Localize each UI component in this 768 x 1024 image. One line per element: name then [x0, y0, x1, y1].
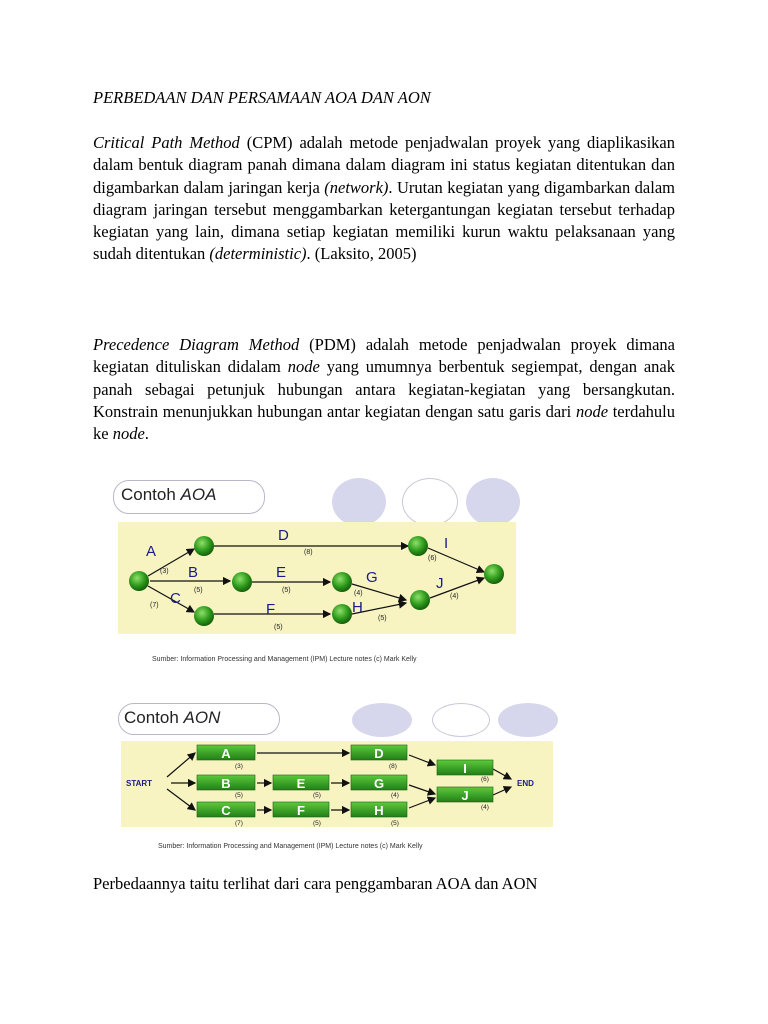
- node-term-3: node: [112, 424, 145, 444]
- conclusion-text: Perbedaannya taitu terlihat dari cara penggambaran AOA dan AON: [93, 874, 538, 893]
- aoa-label-f: F: [266, 601, 276, 618]
- event-node: [484, 564, 504, 584]
- svg-text:(5): (5): [313, 820, 321, 827]
- svg-text:(5): (5): [235, 792, 243, 799]
- decor-circle: [432, 703, 490, 737]
- network-term: (network): [324, 177, 389, 197]
- svg-text:A: A: [221, 746, 231, 761]
- pdm-paragraph: [93, 334, 675, 445]
- aoa-label-c: C: [170, 590, 181, 607]
- aoa-diagram-panel: [118, 522, 516, 634]
- aoa-label: Contoh AOA: [121, 485, 217, 504]
- svg-text:(4): (4): [481, 804, 489, 811]
- decor-circle: [352, 703, 412, 737]
- aoa-label-i: I: [444, 535, 449, 552]
- pdm-text-4: .: [144, 424, 149, 444]
- svg-text:F: F: [297, 803, 305, 818]
- cpm-paragraph: [93, 132, 675, 266]
- aoa-dur-h: (5): [378, 615, 387, 622]
- event-node: [408, 536, 428, 556]
- event-node: [332, 604, 352, 624]
- svg-text:E: E: [296, 776, 306, 791]
- svg-text:(5): (5): [313, 792, 321, 799]
- event-node: [410, 590, 430, 610]
- aon-source: Sumber: Information Processing and Management (IPM) Lecture notes (c) Mark Kelly: [158, 843, 423, 850]
- decor-circle: [498, 703, 558, 737]
- aoa-label-e: E: [276, 564, 287, 581]
- svg-text:(5): (5): [391, 820, 399, 827]
- aon-label: Contoh AON: [124, 708, 221, 727]
- document-title: PERBEDAAN DAN PERSAMAAN AOA DAN AON: [93, 88, 431, 107]
- node-term-2: node: [575, 401, 609, 421]
- aoa-dur-e: (5): [282, 587, 291, 594]
- pdm-text-2: yang umumnya berbentuk segiempat, dengan anak panah sebagai petunjuk hubungan antara kegiatan-kegiatan yang bersangkutan. Konstrain menunjukkan hubungan antar kegiatan dengan satu garis dari: [93, 357, 676, 421]
- event-node: [129, 571, 149, 591]
- cpm-term: Critical Path Method: [93, 133, 240, 152]
- aoa-label-j: J: [436, 575, 444, 592]
- decor-circle: [466, 478, 520, 526]
- decor-circle: [332, 478, 386, 526]
- event-node: [194, 536, 214, 556]
- svg-text:I: I: [463, 761, 467, 776]
- aoa-label-a: A: [146, 543, 157, 560]
- svg-text:G: G: [373, 776, 385, 791]
- deterministic-term: (deterministic): [209, 244, 307, 264]
- aoa-dur-f: (5): [274, 624, 283, 631]
- svg-text:B: B: [221, 776, 231, 791]
- event-node: [232, 572, 252, 592]
- svg-text:H: H: [374, 803, 384, 818]
- aoa-dur-j: (4): [450, 593, 459, 600]
- aoa-label-g: G: [366, 569, 378, 586]
- cpm-text-1: (CPM) adalah metode penjadwalan proyek yang diaplikasikan dalam bentuk diagram panah dimana dalam diagram ini status kegiatan ditentukan dan digambarkan dalam jaringan kerja: [93, 133, 675, 197]
- svg-text:D: D: [374, 746, 384, 761]
- cpm-text-2: . Urutan kegiatan yang digambarkan dalam diagram jaringan tersebut menggambarkan ketergantungan kegiatan tersebut terhadap kegiatan yang lain, dimana setiap kegiatan memiliki kurun waktu pelaksanaan yang sudah ditentukan: [93, 177, 675, 264]
- svg-text:(8): (8): [389, 763, 397, 770]
- svg-text:(7): (7): [235, 820, 243, 827]
- aoa-dur-i: (6): [428, 555, 437, 562]
- decor-circle: [402, 478, 458, 526]
- aoa-dur-a: (3): [160, 568, 169, 575]
- svg-text:(4): (4): [391, 792, 399, 799]
- node-term: node: [287, 357, 320, 377]
- svg-text:(6): (6): [481, 776, 489, 783]
- event-node: [194, 606, 214, 626]
- pdm-text-1: (PDM) adalah metode penjadwalan proyek dimana kegiatan dituliskan didalam: [93, 335, 675, 377]
- aon-start: START: [126, 779, 153, 788]
- aoa-label-h: H: [352, 599, 363, 616]
- aon-network-diagram: [121, 741, 553, 827]
- aon-diagram-panel: [121, 741, 553, 827]
- pdm-text-3: terdahulu ke: [93, 401, 676, 444]
- aoa-label-b: B: [188, 564, 199, 581]
- svg-text:(3): (3): [235, 763, 243, 770]
- svg-text:J: J: [461, 788, 469, 803]
- svg-text:C: C: [221, 803, 231, 818]
- aoa-network-diagram: [118, 522, 516, 634]
- pdm-term: Precedence Diagram Method: [93, 335, 300, 354]
- aon-end: END: [517, 779, 534, 788]
- aoa-label-d: D: [278, 527, 289, 544]
- aoa-dur-g: (4): [354, 590, 363, 597]
- aoa-dur-d: (8): [304, 549, 313, 556]
- cpm-text-3: . (Laksito, 2005): [306, 244, 417, 264]
- aoa-dur-b: (5): [194, 587, 203, 594]
- aoa-source: Sumber: Information Processing and Management (IPM) Lecture notes (c) Mark Kelly: [152, 656, 417, 663]
- aoa-dur-c: (7): [150, 602, 159, 609]
- event-node: [332, 572, 352, 592]
